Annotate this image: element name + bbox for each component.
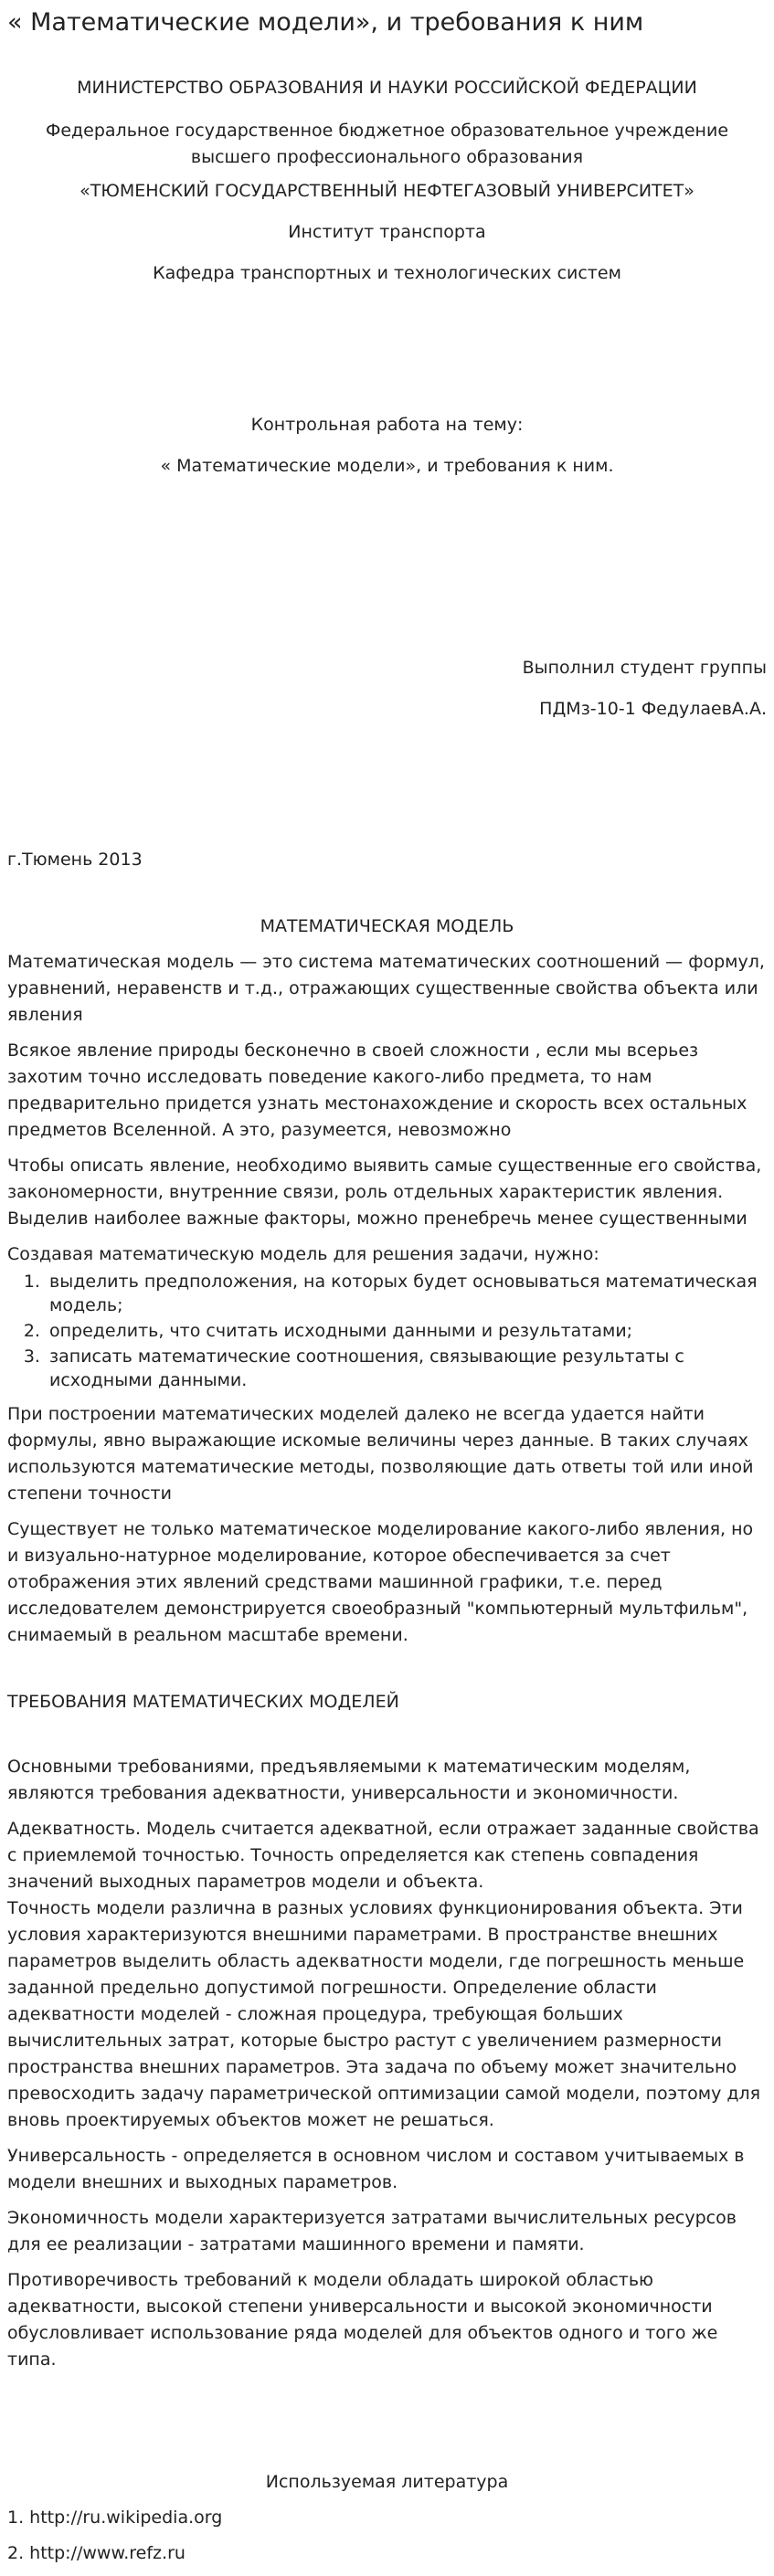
section-title: Используемая литература — [265, 2472, 509, 2492]
literature-item: 1. http://ru.wikipedia.org — [7, 2507, 223, 2528]
paragraph: Экономичность модели характеризуется затратами вычислительных ресурсов для ее реализации - затратами машинного времени и памяти. — [7, 2208, 737, 2254]
ministry-name: МИНИСТЕРСТВО ОБРАЗОВАНИЯ И НАУКИ РОССИЙСКОЙ ФЕДЕРАЦИИ — [77, 78, 697, 98]
department-name: Кафедра транспортных и технологических систем — [153, 263, 621, 283]
paragraph: Адекватность. Модель считается адекватной, если отражает заданные свойства с приемлемой точностью. Точность определяется как степень совпадения значений выходных параметров модели и объекта. — [7, 1819, 759, 1892]
model-section — [7, 913, 767, 1649]
paragraph: Существует не только математическое моделирование какого-либо явления, но и визуально-натурное моделирование, которое обеспечивается за счет отображения этих явлений средствами машинной графики, т.е. перед исследователем демонстрируется своеобразный "компьютерный мультфильм", снимаемый в реальном масштабе времени. — [7, 1519, 754, 1645]
institution-line: высшего профессионального образования — [190, 147, 584, 167]
steps-list — [7, 1270, 767, 1392]
document-page — [0, 7, 774, 2567]
section-title: МАТЕМАТИЧЕСКАЯ МОДЕЛЬ — [260, 916, 514, 936]
topic-block — [7, 412, 767, 480]
requirements-section — [7, 1689, 767, 2373]
paragraph: Всякое явление природы бесконечно в своей сложности , если мы всерьез захотим точно исследовать поведение какого-либо предмета, то нам предварительно придется узнать местонахождение и скорость всех остальных предметов Вселенной. А это, разумеется, невозможно — [7, 1040, 747, 1140]
university-name: «ТЮМЕНСКИЙ ГОСУДАРСТВЕННЫЙ НЕФТЕГАЗОВЫЙ УНИВЕРСИТЕТ» — [80, 181, 694, 201]
list-item: 2. определить, что считать исходными данными и результатами; — [46, 1319, 767, 1343]
list-item: 3. записать математические соотношения, связывающие результаты с исходными данными. — [46, 1345, 767, 1392]
paragraph: Противоречивость требований к модели обладать широкой областью адекватности, высокой степени универсальности и высокой экономичности обусловливает использование ряда моделей для объектов одного и того же типа. — [7, 2270, 718, 2370]
paragraph: Универсальность - определяется в основном числом и составом учитываемых в модели внешних и выходных параметров. — [7, 2146, 745, 2192]
institution-line: Федеральное государственное бюджетное образовательное учреждение — [45, 121, 729, 141]
city-year: г.Тюмень 2013 — [7, 850, 143, 870]
institute-name: Институт транспорта — [288, 222, 486, 242]
paragraph: Основными требованиями, предъявляемыми к математическим моделям, являются требования адекватности, универсальности и экономичности. — [7, 1757, 691, 1803]
topic-label: Контрольная работа на тему: — [250, 415, 524, 435]
author-block — [7, 655, 767, 723]
literature-section — [7, 2469, 767, 2567]
list-item: 1. выделить предположения, на которых будет основываться математическая модель; — [46, 1270, 767, 1317]
section-title: ТРЕБОВАНИЯ МАТЕМАТИЧЕСКИХ МОДЕЛЕЙ — [7, 1692, 399, 1712]
author-line: ПДМз-10-1 ФедулаевА.А. — [539, 699, 767, 719]
page-title: « Математические модели», и требования к ним — [7, 8, 644, 37]
paragraph: Математическая модель — это система математических соотношений — формул, уравнений, неравенств и т.д., отражающих существенные свойства объекта или явления — [7, 952, 765, 1025]
paragraph: Точность модели различна в разных условиях функционирования объекта. Эти условия характеризуются внешними параметрами. В пространстве внешних параметров выделить область адекватности модели, где погрешность меньше заданной предельно допустимой погрешности. Определение области адекватности моделей - сложная процедура, требующая больших вычислительных затрат, которые быстро растут с увеличением размерности пространства внешних параметров. Эта задача по объему может значительно превосходить задачу параметрической оптимизации самой модели, поэтому для вновь проектируемых объектов может не решаться. — [7, 1898, 761, 2130]
author-line: Выполнил студент группы — [522, 658, 767, 678]
title-page-header — [7, 75, 767, 287]
literature-item: 2. http://www.refz.ru — [7, 2543, 186, 2563]
topic-title: « Математические модели», и требования к ним. — [160, 456, 614, 476]
paragraph: При построении математических моделей далеко не всегда удается найти формулы, явно выражающие искомые величины через данные. В таких случаях используются математические методы, позволяющие дать ответы той или иной степени точности — [7, 1404, 754, 1504]
paragraph: Создавая математическую модель для решения задачи, нужно: — [7, 1244, 599, 1264]
paragraph: Чтобы описать явление, необходимо выявить самые существенные его свойства, закономерности, внутренние связи, роль отдельных характеристик явления. Выделив наиболее важные факторы, можно пренебречь менее существенными — [7, 1156, 762, 1229]
